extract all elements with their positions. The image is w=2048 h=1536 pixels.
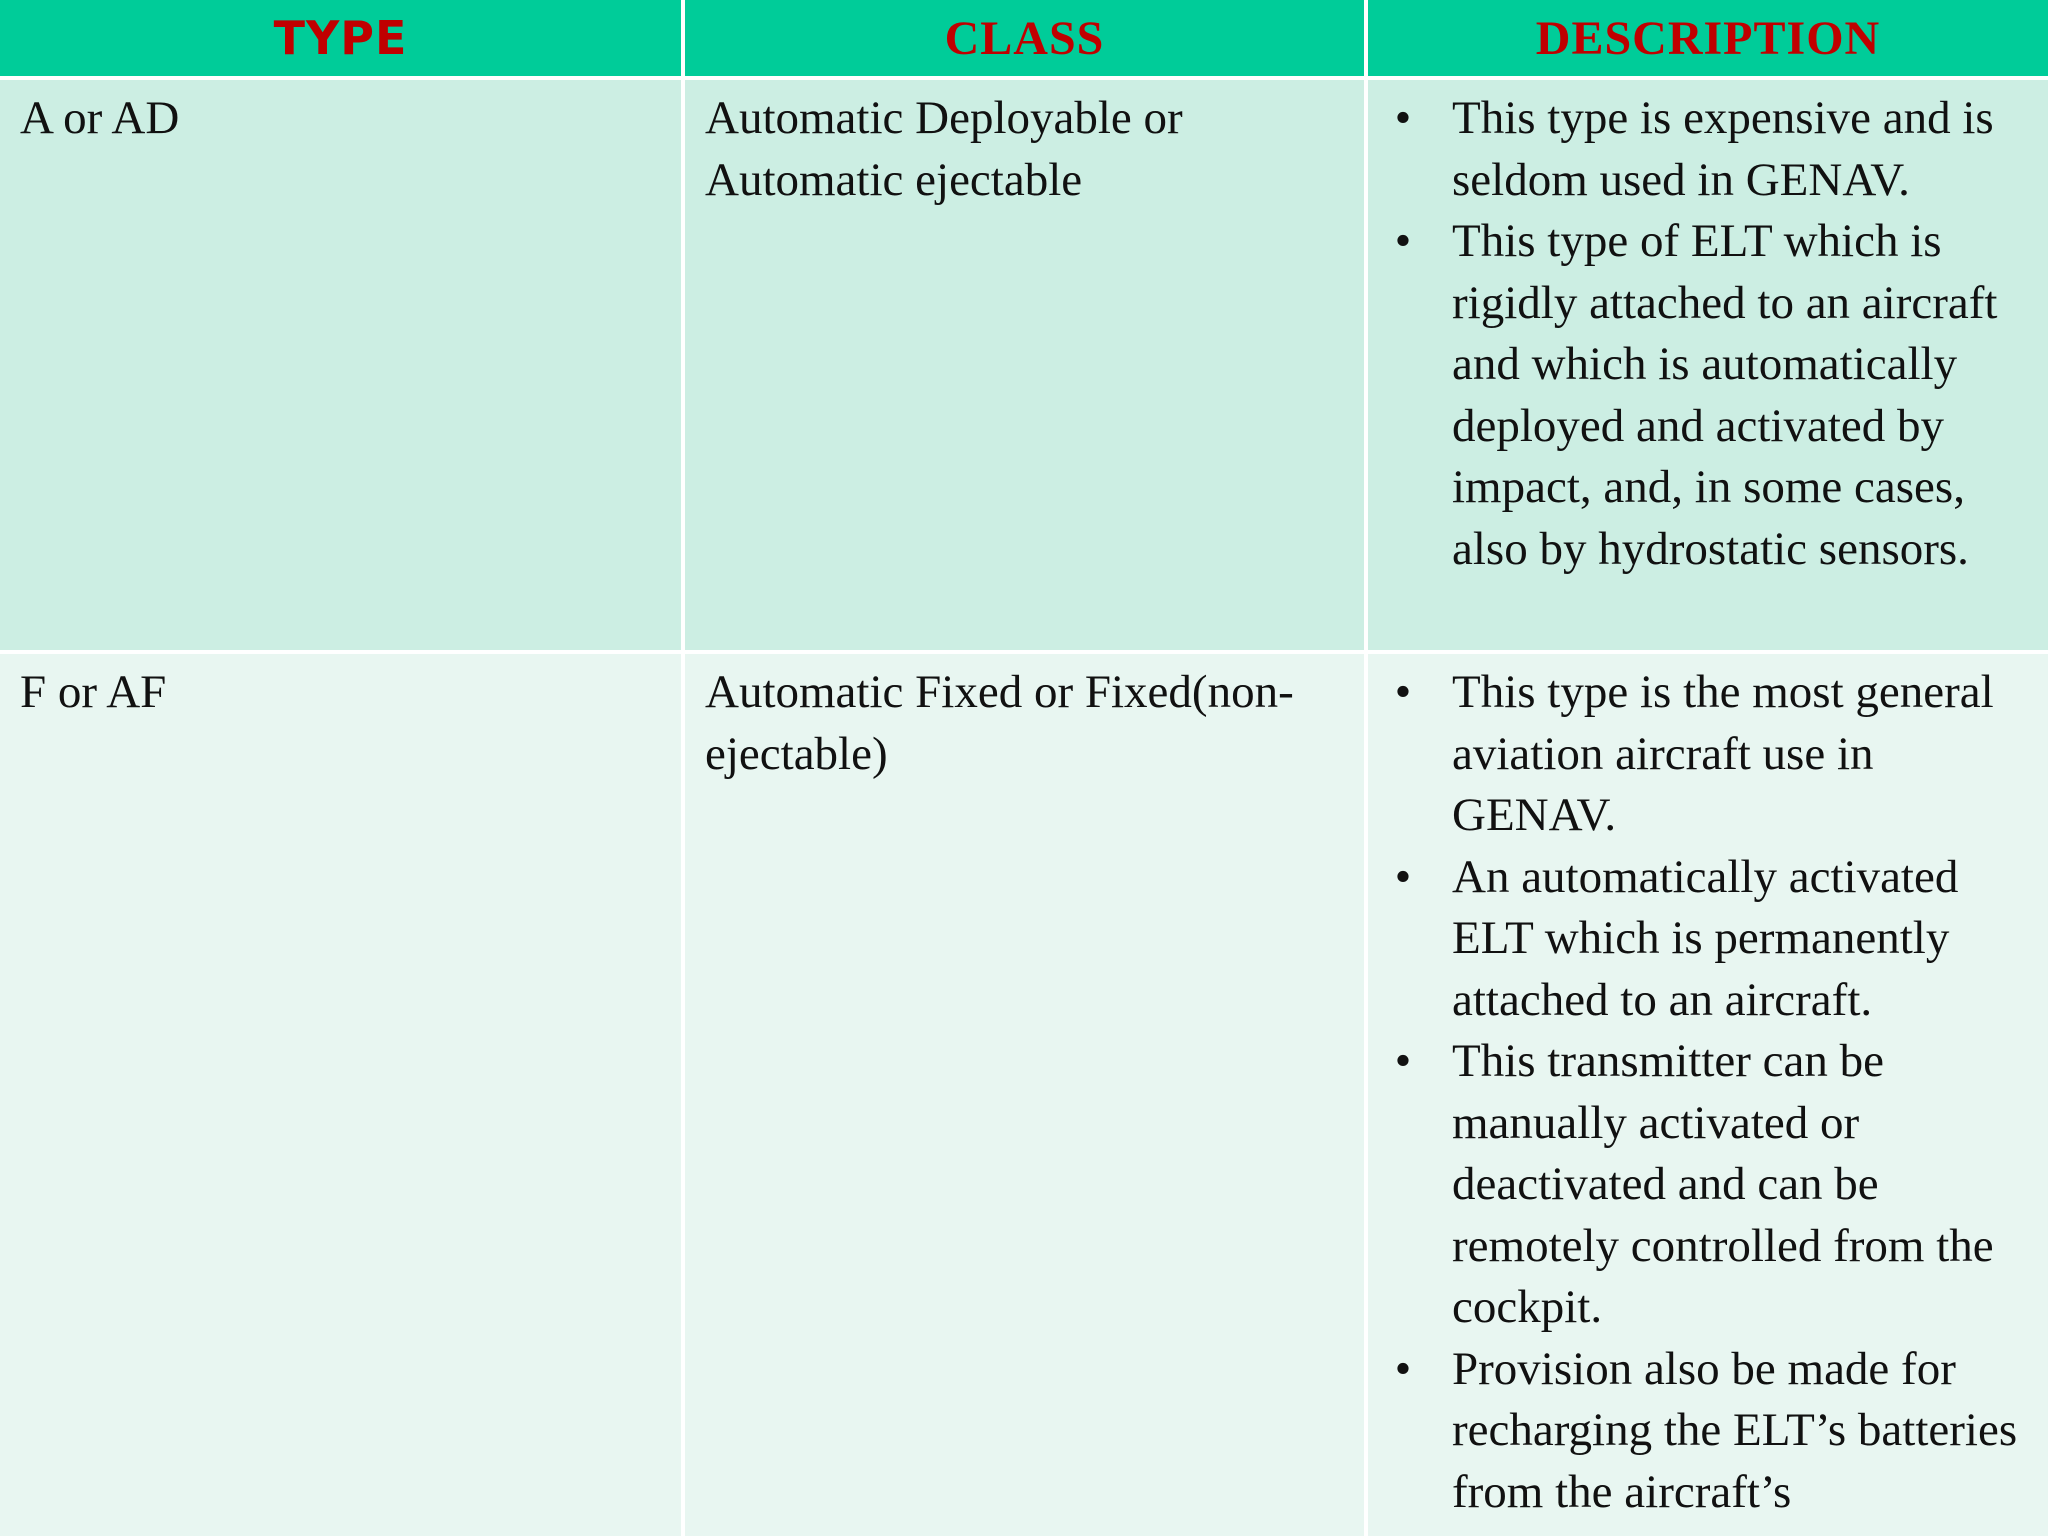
- description-list: [1368, 80, 2048, 580]
- header-row: [0, 0, 2048, 78]
- description-cell: [1366, 652, 2048, 1536]
- bullet-text: This transmitter can be manually activated or deactivated and can be remotely controlled from the cockpit.: [1452, 1035, 1994, 1333]
- class-value: Automatic Deployable or Automatic ejectable: [705, 92, 1183, 206]
- list-item: [1368, 662, 2036, 847]
- type-value: A or AD: [20, 92, 180, 144]
- bullet-text: This type is expensive and is seldom used in GENAV.: [1452, 92, 1994, 206]
- class-column-header: CLASS: [683, 0, 1366, 78]
- class-cell: [683, 78, 1366, 652]
- bullet-icon: •: [1394, 1342, 1412, 1395]
- type-cell: [0, 78, 683, 652]
- list-item: [1368, 847, 2036, 1032]
- bullet-text: Provision also be made for recharging the ELT’s batteries from the aircraft’s: [1452, 1342, 2018, 1518]
- class-cell: [683, 652, 1366, 1536]
- description-column-header: DESCRIPTION: [1366, 0, 2048, 78]
- bullet-icon: •: [1394, 666, 1412, 718]
- bullet-icon: •: [1394, 1035, 1412, 1087]
- description-list: [1368, 654, 2048, 1523]
- description-cell: [1366, 78, 2048, 652]
- table-row: [0, 652, 2048, 1536]
- bullet-text: This type of ELT which is rigidly attached to an aircraft and which is automatically deployed and activated by impact, and, in some cases, also by hydrostatic sensors.: [1452, 215, 1998, 575]
- class-value: Automatic Fixed or Fixed(non-ejectable): [705, 666, 1294, 780]
- bullet-icon: •: [1394, 215, 1412, 267]
- type-value: F or AF: [20, 666, 167, 718]
- type-column-header: TYPE: [0, 0, 683, 78]
- bullet-text: An automatically activated ELT which is permanently attached to an aircraft.: [1452, 850, 1959, 1026]
- list-item: [1368, 1339, 2036, 1524]
- bullet-icon: •: [1394, 850, 1412, 903]
- list-item: [1368, 1031, 2036, 1339]
- type-cell: [0, 652, 683, 1536]
- bullet-text: This type is the most general aviation aircraft use in GENAV.: [1452, 666, 1994, 841]
- bullet-icon: •: [1394, 92, 1412, 144]
- list-item: [1368, 88, 2036, 211]
- table-row: [0, 78, 2048, 652]
- list-item: [1368, 211, 2036, 580]
